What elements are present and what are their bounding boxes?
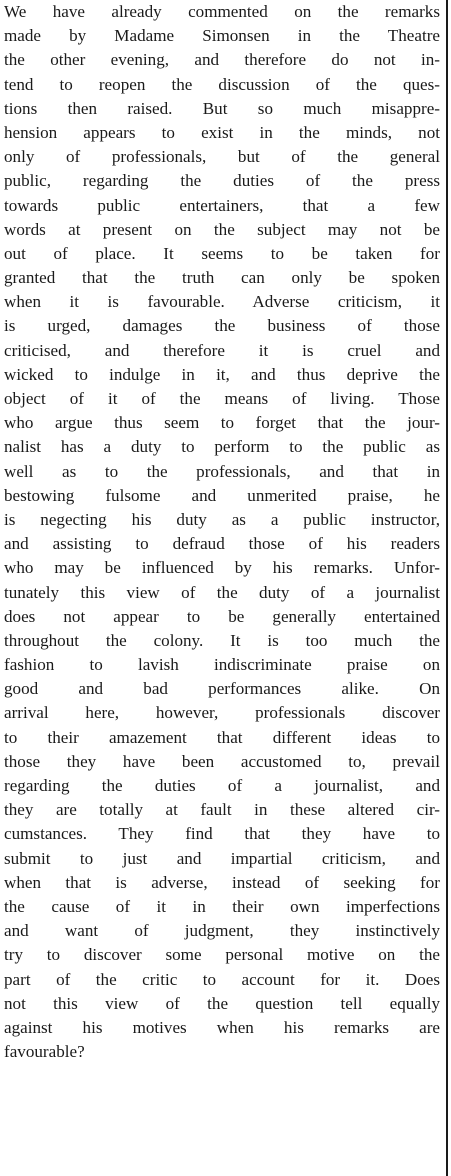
article-line: is urged, damages the business of those bbox=[4, 316, 440, 336]
article-line: who may be influenced by his remarks. Unfor- bbox=[4, 558, 440, 578]
article-line: when it is favourable. Adverse criticism, it bbox=[4, 292, 440, 312]
article-line: made by Madame Simonsen in the Theatre bbox=[4, 26, 440, 46]
article-line: We have already commented on the remarks bbox=[4, 2, 440, 21]
article-line: the other evening, and therefore do not in- bbox=[4, 50, 440, 70]
article-line: cumstances. They find that they have to bbox=[4, 824, 440, 844]
article-line: those they have been accustomed to, prevail bbox=[4, 751, 440, 771]
article-line: against his motives when his remarks are bbox=[4, 1017, 440, 1037]
article-line: criticised, and therefore it is cruel and bbox=[4, 340, 440, 360]
article-line: the cause of it in their own imperfections bbox=[4, 896, 440, 916]
article-line: and want of judgment, they instinctively bbox=[4, 921, 440, 941]
article-line: bestowing fulsome and unmerited praise, he bbox=[4, 485, 440, 505]
article-column bbox=[4, 0, 440, 1064]
article-line: regarding the duties of a journalist, and bbox=[4, 776, 440, 795]
article-line: words at present on the subject may not be bbox=[4, 219, 440, 239]
article-line: arrival here, however, professionals discover bbox=[4, 703, 440, 723]
article-line: not this view of the question tell equally bbox=[4, 993, 440, 1013]
article-line: towards public entertainers, that a few bbox=[4, 195, 440, 215]
article-line: fashion to lavish indiscriminate praise on bbox=[4, 655, 440, 675]
article-line: when that is adverse, instead of seeking for bbox=[4, 872, 440, 892]
article-line: out of place. It seems to be taken for bbox=[4, 243, 440, 263]
article-line: granted that the truth can only be spoken bbox=[4, 268, 440, 288]
article-line: hension appears to exist in the minds, not bbox=[4, 122, 440, 142]
article-line: favourable? bbox=[4, 1042, 85, 1062]
article-line: is negecting his duty as a public instructor, bbox=[4, 509, 440, 529]
article-line: throughout the colony. It is too much the bbox=[4, 630, 440, 650]
article-line: try to discover some personal motive on the bbox=[4, 945, 440, 965]
article-line: wicked to indulge in it, and thus deprive the bbox=[4, 364, 440, 384]
article-line: does not appear to be generally entertained bbox=[4, 606, 440, 626]
article-line: they are totally at fault in these altered cir- bbox=[4, 800, 440, 820]
article-line: good and bad performances alike. On bbox=[4, 679, 440, 699]
article-line: tions then raised. But so much misappre- bbox=[4, 98, 440, 118]
article-line: tunately this view of the duty of a journalist bbox=[4, 582, 440, 602]
article-line: well as to the professionals, and that in bbox=[4, 461, 440, 481]
article-line: submit to just and impartial criticism, and bbox=[4, 848, 440, 868]
column-rule bbox=[446, 0, 448, 1176]
article-line: public, regarding the duties of the press bbox=[4, 171, 440, 191]
article-line: who argue thus seem to forget that the jour- bbox=[4, 413, 440, 433]
article-line: only of professionals, but of the general bbox=[4, 147, 440, 167]
article-line: and assisting to defraud those of his readers bbox=[4, 534, 440, 554]
article-line: nalist has a duty to perform to the public as bbox=[4, 437, 440, 457]
article-line: tend to reopen the discussion of the ques- bbox=[4, 74, 440, 94]
article-line: to their amazement that different ideas to bbox=[4, 727, 440, 747]
article-line: part of the critic to account for it. Does bbox=[4, 969, 440, 989]
article-line: object of it of the means of living. Those bbox=[4, 389, 440, 408]
